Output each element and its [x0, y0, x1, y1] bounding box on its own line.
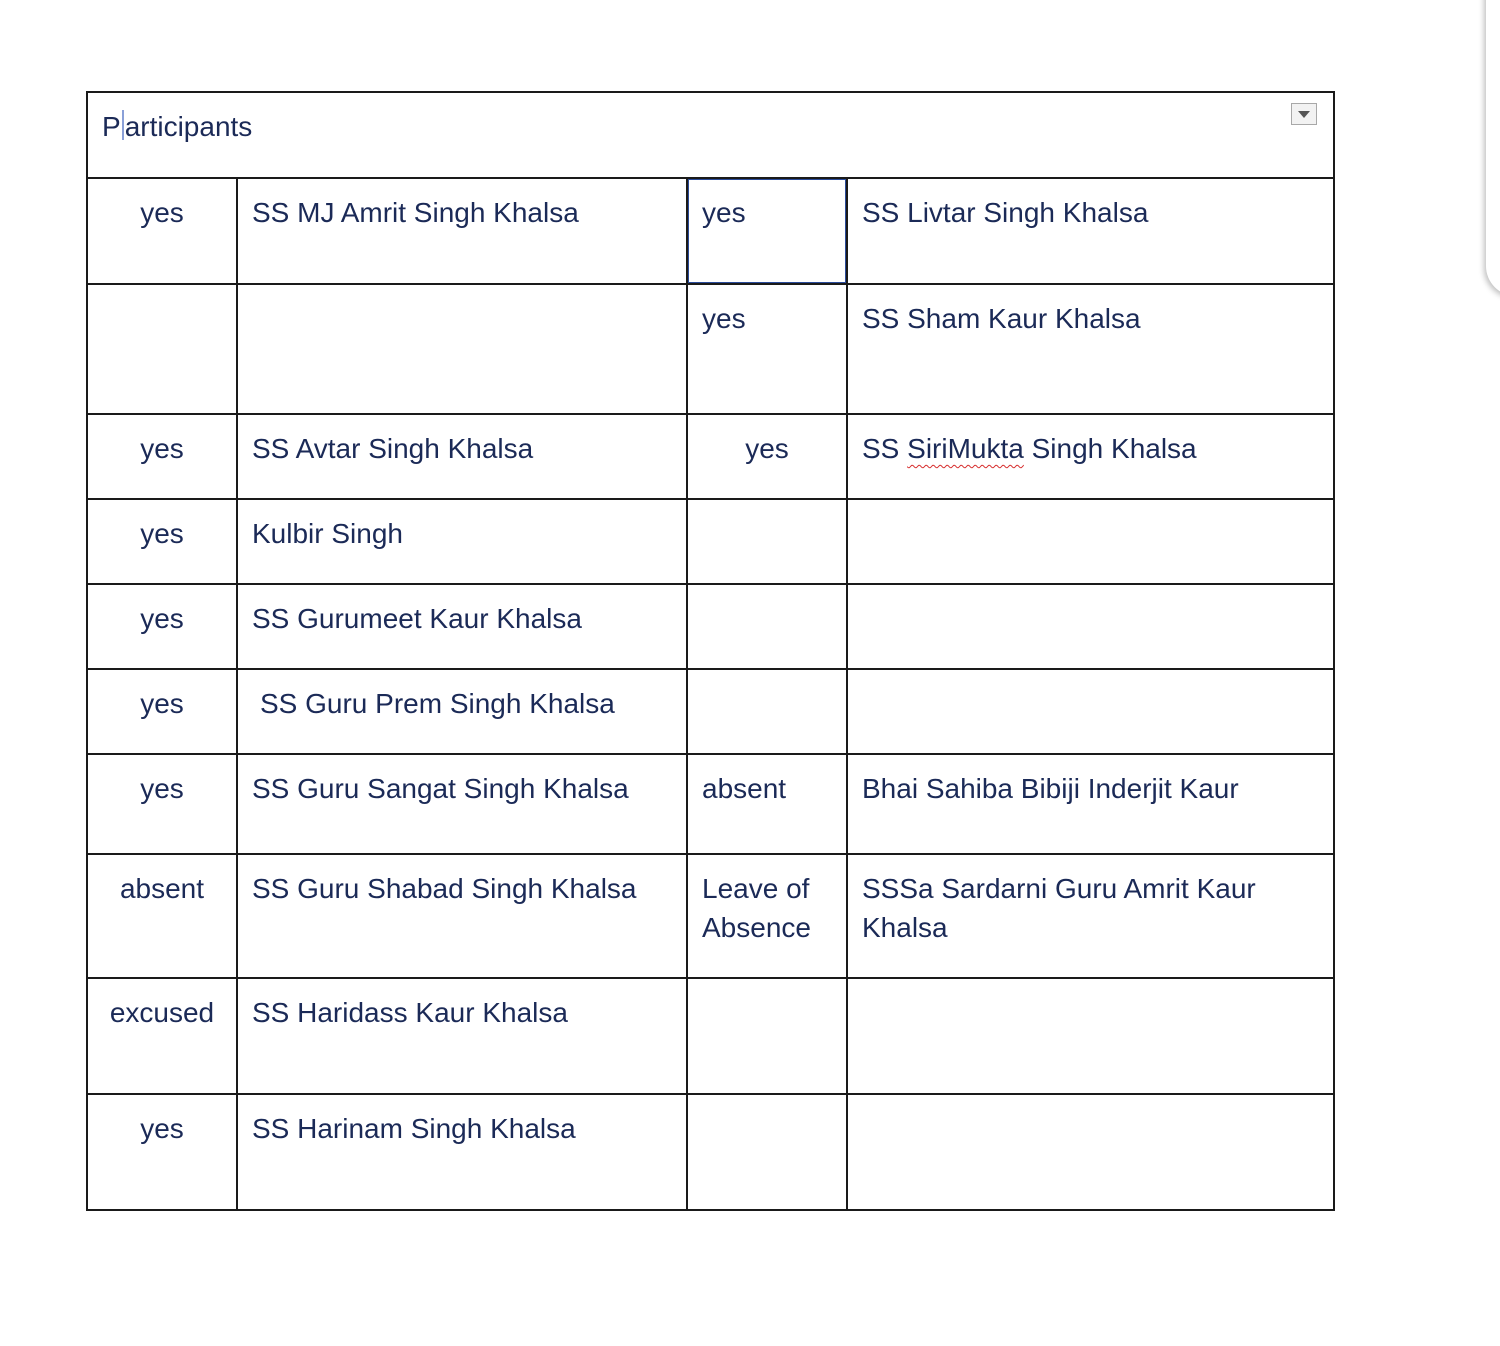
name-cell[interactable] [237, 284, 687, 414]
name-cell[interactable]: SS Guru Sangat Singh Khalsa [237, 754, 687, 854]
name-cell[interactable] [847, 1094, 1334, 1210]
name-cell[interactable] [847, 499, 1334, 584]
name-cell[interactable]: SS Livtar Singh Khalsa [847, 178, 1334, 284]
status-cell[interactable] [687, 499, 847, 584]
table-header-row [87, 92, 1334, 178]
text-cursor [122, 110, 124, 140]
status-cell[interactable]: yes [87, 178, 237, 284]
name-cell[interactable]: SS Harinam Singh Khalsa [237, 1094, 687, 1210]
status-cell[interactable]: yes [687, 178, 847, 284]
name-cell[interactable]: SS Gurumeet Kaur Khalsa [237, 584, 687, 669]
table-row [87, 414, 1334, 499]
table-row [87, 854, 1334, 978]
name-cell[interactable]: SS SiriMukta Singh Khalsa [847, 414, 1334, 499]
status-cell[interactable] [687, 978, 847, 1094]
table-row [87, 499, 1334, 584]
name-cell[interactable]: SS Guru Shabad Singh Khalsa [237, 854, 687, 978]
status-cell[interactable]: yes [687, 284, 847, 414]
status-cell[interactable]: yes [87, 499, 237, 584]
table-row [87, 584, 1334, 669]
status-cell[interactable]: absent [687, 754, 847, 854]
status-cell[interactable] [687, 669, 847, 754]
status-cell[interactable]: yes [87, 754, 237, 854]
name-cell[interactable] [847, 669, 1334, 754]
status-cell[interactable] [87, 284, 237, 414]
name-cell[interactable] [847, 584, 1334, 669]
table-options-button[interactable] [1291, 103, 1317, 125]
status-cell[interactable]: yes [687, 414, 847, 499]
table-title-cell[interactable] [87, 92, 1334, 178]
name-cell[interactable]: SSSa Sardarni Guru Amrit Kaur Khalsa [847, 854, 1334, 978]
status-cell[interactable]: yes [87, 414, 237, 499]
status-cell[interactable] [687, 1094, 847, 1210]
name-cell[interactable]: SS Avtar Singh Khalsa [237, 414, 687, 499]
status-cell[interactable]: yes [87, 584, 237, 669]
status-cell[interactable]: Leave of Absence [687, 854, 847, 978]
chevron-down-icon [1298, 111, 1310, 118]
status-cell[interactable] [687, 584, 847, 669]
name-cell[interactable]: SS Haridass Kaur Khalsa [237, 978, 687, 1094]
table-row [87, 178, 1334, 284]
name-cell[interactable] [847, 978, 1334, 1094]
status-cell[interactable]: yes [87, 669, 237, 754]
table-row [87, 284, 1334, 414]
name-cell[interactable]: SS Guru Prem Singh Khalsa [237, 669, 687, 754]
table-row [87, 754, 1334, 854]
table-row [87, 978, 1334, 1094]
table-title: P articipants [102, 111, 253, 142]
name-cell[interactable]: SS Sham Kaur Khalsa [847, 284, 1334, 414]
table-row [87, 669, 1334, 754]
table-row [87, 1094, 1334, 1210]
name-cell[interactable]: Kulbir Singh [237, 499, 687, 584]
status-cell[interactable]: yes [87, 1094, 237, 1210]
status-cell[interactable]: excused [87, 978, 237, 1094]
misspelled-word[interactable]: SiriMukta [907, 433, 1024, 464]
name-cell[interactable]: SS MJ Amrit Singh Khalsa [237, 178, 687, 284]
participants-table [86, 91, 1335, 1211]
status-cell[interactable]: absent [87, 854, 237, 978]
name-cell[interactable]: Bhai Sahiba Bibiji Inderjit Kaur [847, 754, 1334, 854]
side-panel-edge [1486, 0, 1500, 296]
